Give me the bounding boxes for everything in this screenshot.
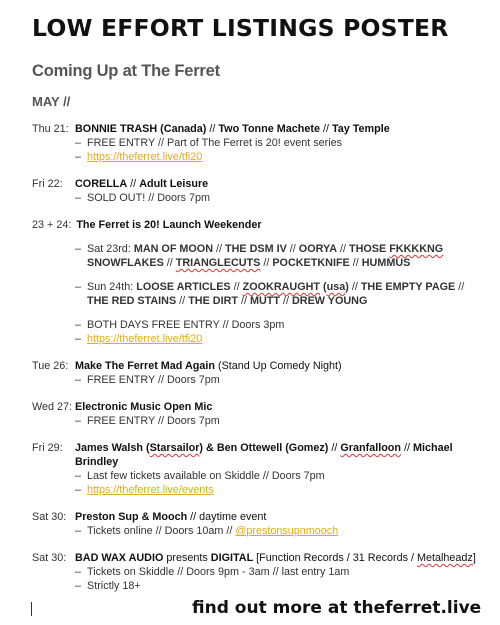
event-header (32, 441, 477, 469)
text-fragment: // (230, 281, 243, 293)
event-header (32, 177, 477, 191)
act-name: POCKETKNIFE (272, 257, 350, 269)
event-date: Fri 22: (32, 178, 63, 190)
act-name: THE EMPTY PAGE (360, 281, 456, 293)
event-date: Sat 30: (32, 511, 67, 523)
text-fragment: (Stand Up Comedy Night) (215, 360, 342, 372)
text-fragment: // (279, 295, 292, 307)
event-date: Sat 30: (32, 552, 67, 564)
act-name: Michael Brindley (75, 442, 453, 468)
event-entry (32, 551, 477, 593)
act-name: BAD WAX AUDIO (75, 552, 164, 564)
event-date: Tue 26: (32, 360, 69, 372)
text-fragment: // (348, 281, 361, 293)
event-detail (32, 136, 477, 150)
event-date: 23 + 24: (32, 219, 72, 231)
act-name: CORELLA (75, 178, 128, 190)
event-detail-text: Strictly 18+ (87, 580, 141, 592)
act-name: HUMMUS (361, 257, 411, 269)
text-fragment: // (127, 178, 140, 190)
act-name: Make The Ferret Mad Again (75, 360, 215, 372)
act-name: MAN OF MOON (133, 243, 213, 255)
event-title (75, 400, 212, 414)
footer-text: find out more at theferret.live (192, 598, 482, 618)
event-detail-text (87, 280, 477, 308)
bullet-dash: – (75, 470, 82, 482)
event-detail (32, 373, 477, 387)
event-header (32, 218, 477, 232)
act-name: Granfalloon (340, 442, 401, 454)
event-detail-text: SOLD OUT! // Doors 7pm (87, 192, 210, 204)
text-fragment: // (163, 257, 176, 269)
event-title (76, 218, 261, 232)
event-detail (32, 483, 477, 497)
event-date: Fri 29: (32, 442, 63, 454)
act-name: James Walsh ( (75, 442, 150, 454)
event-entry (32, 177, 477, 205)
event-detail-text: Last few tickets available on Skiddle // Doors 7pm (87, 470, 325, 482)
text-fragment: // (206, 123, 219, 135)
text-fragment: // (213, 243, 225, 255)
event-detail-text: FREE ENTRY // Part of The Ferret is 20! event series (87, 137, 343, 149)
event-header (32, 122, 477, 136)
act-name: Tay Temple (331, 123, 390, 135)
text-fragment: // (349, 257, 362, 269)
event-entry (32, 218, 477, 346)
act-name: Starsailor (149, 442, 200, 454)
event-detail (32, 280, 477, 308)
act-name: DIGITAL (210, 552, 254, 564)
act-name: usa (326, 281, 346, 293)
event-link[interactable]: https://theferret.live/tfi20 (87, 151, 203, 163)
text-fragment: // (328, 442, 341, 454)
event-header (32, 510, 477, 524)
act-name: LOOSE ARTICLES (136, 281, 231, 293)
bullet-dash: – (75, 374, 82, 386)
month-heading: MAY // (32, 94, 71, 109)
event-detail (32, 565, 477, 579)
event-title (75, 177, 208, 191)
text-fragment: // (337, 243, 349, 255)
bullet-dash: – (75, 243, 82, 255)
event-detail-text (87, 524, 338, 538)
act-name: The Ferret is 20! Launch Weekender (76, 219, 262, 231)
text-fragment: Metalheadz (417, 552, 473, 564)
event-detail (32, 318, 477, 332)
text-fragment: // (176, 295, 189, 307)
event-detail (32, 579, 477, 593)
act-name: THE DSM IV (225, 243, 287, 255)
event-entry (32, 400, 477, 428)
act-name: Adult Leisure (139, 178, 209, 190)
bullet-dash: – (75, 566, 82, 578)
event-list (32, 122, 477, 593)
text-fragment: [Function Records / 31 Records / (253, 552, 418, 564)
bullet-dash: – (75, 415, 82, 427)
event-link[interactable]: https://theferret.live/events (87, 484, 214, 496)
act-name: THE RED STAINS (87, 295, 177, 307)
bullet-dash: – (75, 192, 82, 204)
text-fragment: Tickets online // Doors 10am // (87, 525, 236, 537)
act-name: Two Tonne Machete (218, 123, 320, 135)
act-name: OORYA (298, 243, 337, 255)
event-detail (32, 150, 477, 164)
event-title (75, 551, 476, 565)
event-detail (32, 524, 477, 538)
event-date: Thu 21: (32, 123, 69, 135)
act-name: ZOOKRAUGHT (242, 281, 320, 293)
link[interactable]: @prestonsupnmooch (235, 525, 339, 537)
text-fragment: // daytime event (187, 511, 267, 523)
event-header (32, 359, 477, 373)
act-name: TRIANGLECUTS (175, 257, 261, 269)
act-name: Electronic Music Open Mic (75, 401, 213, 413)
event-header (32, 551, 477, 565)
event-title (75, 441, 477, 469)
act-name: Preston Sup & Mooch (75, 511, 188, 523)
act-name: THOSE (349, 243, 390, 255)
event-entry (32, 510, 477, 538)
bullet-dash: – (75, 525, 82, 537)
bullet-dash: – (75, 333, 82, 345)
poster-title: LOW EFFORT LISTINGS POSTER (32, 14, 449, 42)
bullet-dash: – (75, 137, 82, 149)
text-fragment: // (455, 281, 465, 293)
act-name: DREW YOUNG (291, 295, 368, 307)
event-date: Wed 27: (32, 401, 73, 413)
act-name: ) (345, 281, 349, 293)
act-name: BONNIE TRASH (Canada) (75, 123, 207, 135)
event-detail (32, 332, 477, 346)
act-name: THE DIRT (188, 295, 238, 307)
text-fragment: // (286, 243, 299, 255)
event-detail (32, 469, 477, 483)
bullet-dash: – (75, 319, 82, 331)
act-name: FKKKKNG (389, 243, 444, 255)
event-title (75, 122, 390, 136)
event-detail-text: FREE ENTRY // Doors 7pm (87, 374, 220, 386)
event-entry (32, 122, 477, 164)
act-name: MUTT (249, 295, 280, 307)
text-fragment: // (260, 257, 273, 269)
text-fragment: presents (163, 552, 211, 564)
event-entry (32, 359, 477, 387)
event-detail-text: FREE ENTRY // Doors 7pm (87, 415, 220, 427)
event-header (32, 400, 477, 414)
event-link[interactable]: https://theferret.live/tfi20 (87, 333, 203, 345)
act-name: SNOWFLAKES (87, 257, 164, 269)
text-fragment: // (237, 295, 250, 307)
bullet-dash: – (75, 151, 82, 163)
document-body (32, 62, 477, 606)
event-detail (32, 191, 477, 205)
text-fragment: // (319, 123, 332, 135)
text-fragment: Sun 24th: (87, 281, 137, 293)
event-entry (32, 441, 477, 497)
event-title (75, 510, 266, 524)
event-detail (32, 242, 477, 270)
act-name: ( (320, 281, 327, 293)
event-detail-text (87, 242, 477, 270)
event-title (75, 359, 342, 373)
venue-heading: Coming Up at The Ferret (32, 62, 220, 80)
text-fragment: // (401, 442, 413, 454)
text-cursor (31, 602, 32, 616)
act-name: ) & Ben Ottewell (Gomez) (199, 442, 329, 454)
bullet-dash: – (75, 484, 82, 496)
bullet-dash: – (75, 580, 82, 592)
text-fragment: ] (472, 552, 476, 564)
bullet-dash: – (75, 281, 82, 293)
event-detail-text: Tickets on Skiddle // Doors 9pm - 3am // last entry 1am (87, 566, 350, 578)
text-fragment: Sat 23rd: (87, 243, 134, 255)
event-detail (32, 414, 477, 428)
event-detail-text: BOTH DAYS FREE ENTRY // Doors 3pm (87, 319, 285, 331)
